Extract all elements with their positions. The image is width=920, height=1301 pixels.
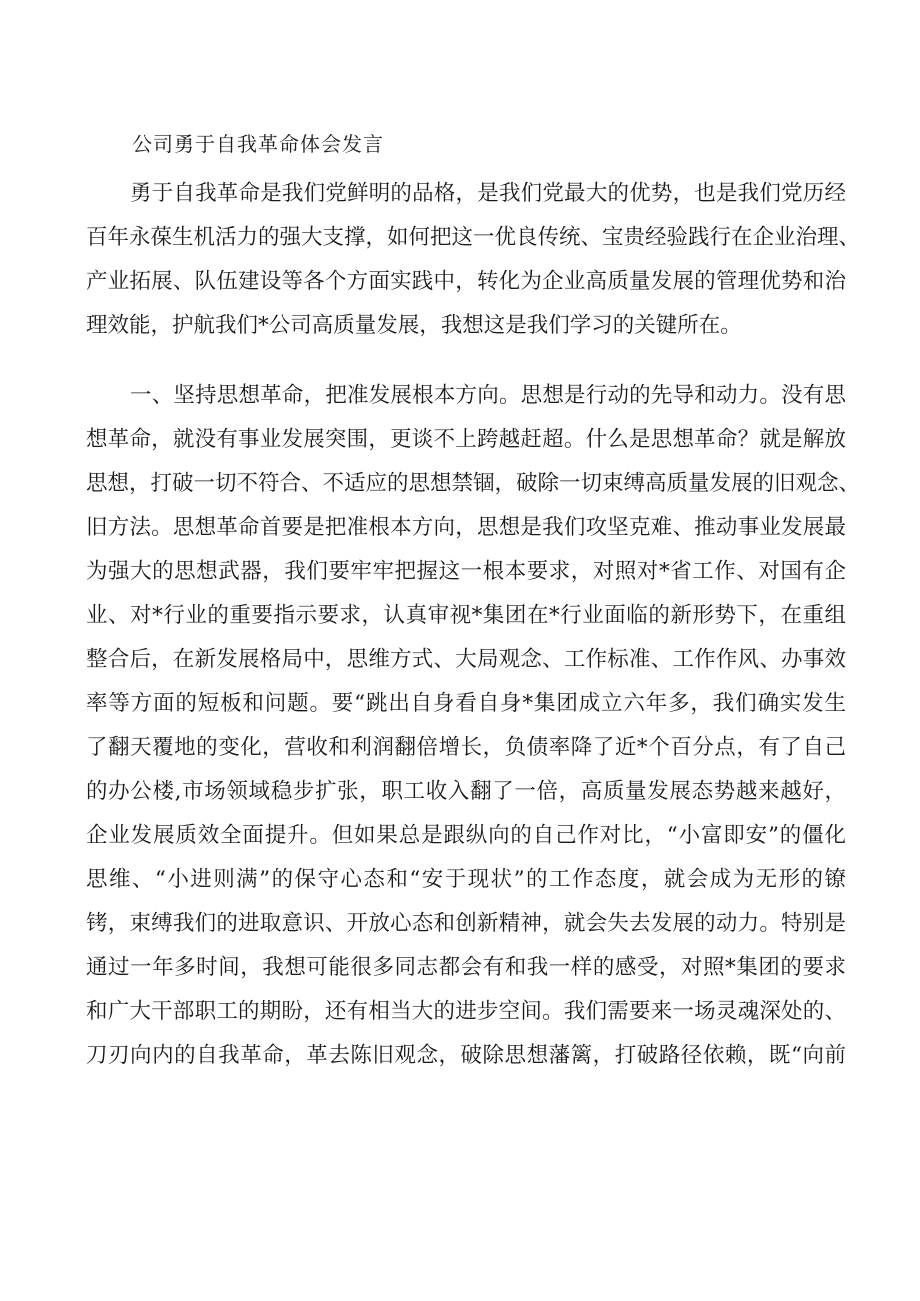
paragraph-line: 理效能，护航我们*公司高质量发展，我想这是我们学习的关键所在。 [86, 313, 742, 338]
paragraph-line: 整合后，在新发展格局中，思维方式、大局观念、工作标准、工作作风、办事效 [86, 647, 846, 672]
paragraph-line: 为强大的思想武器，我们要牢牢把握这一根本要求，对照对*省工作、对国有企 [86, 559, 846, 584]
paragraph-line: 的办公楼,市场领域稳步扩张，职工收入翻了一倍，高质量发展态势越来越好， [86, 779, 846, 804]
paragraph-line: 一、坚持思想革命，把准发展根本方向。思想是行动的先导和动力。没有思 [130, 383, 846, 408]
paragraph-line: 通过一年多时间，我想可能很多同志都会有和我一样的感受，对照*集团的要求 [86, 955, 846, 980]
paragraph-line: 百年永葆生机活力的强大支撑，如何把这一优良传统、宝贵经验践行在企业治理、 [86, 225, 861, 250]
paragraph-intro [86, 172, 861, 348]
paragraph-line: 思想，打破一切不符合、不适应的思想禁锢，破除一切束缚高质量发展的旧观念、 [86, 471, 861, 496]
paragraph-line: 思维、“小进则满”的保守心态和“安于现状”的工作态度，就会成为无形的镣 [86, 867, 846, 892]
paragraph-line: 率等方面的短板和问题。要“跳出自身看自身*集团成立六年多，我们确实发生 [86, 691, 846, 716]
paragraph-line: 旧方法。思想革命首要是把准根本方向，思想是我们攻坚克难、推动事业发展最 [86, 515, 846, 540]
paragraph-line: 和广大干部职工的期盼，还有相当大的进步空间。我们需要来一场灵魂深处的、 [86, 999, 846, 1024]
paragraph-line: 勇于自我革命是我们党鲜明的品格，是我们党最大的优势，也是我们党历经 [130, 181, 846, 206]
paragraph-line: 了翻天覆地的变化，营收和利润翻倍增长，负债率降了近*个百分点，有了自己 [86, 735, 846, 760]
paragraph-line: 铐，束缚我们的进取意识、开放心态和创新精神，就会失去发展的动力。特别是 [86, 911, 846, 936]
paragraph-line: 业、对*行业的重要指示要求，认真审视*集团在*行业面临的新形势下，在重组 [86, 603, 846, 628]
paragraph-line: 刀刃向内的自我革命，革去陈旧观念，破除思想藩篱，打破路径依赖，既“向前 [86, 1043, 846, 1068]
paragraph-line: 企业发展质效全面提升。但如果总是跟纵向的自己作对比，“小富即安”的僵化 [86, 823, 846, 848]
document-title: 公司勇于自我革命体会发言 [132, 132, 384, 156]
paragraph-line: 想革命，就没有事业发展突围，更谈不上跨越赶超。什么是思想革命？就是解放 [86, 427, 846, 452]
paragraph-line: 产业拓展、队伍建设等各个方面实践中，转化为企业高质量发展的管理优势和治 [86, 269, 846, 294]
paragraph-section-one [86, 374, 861, 1078]
